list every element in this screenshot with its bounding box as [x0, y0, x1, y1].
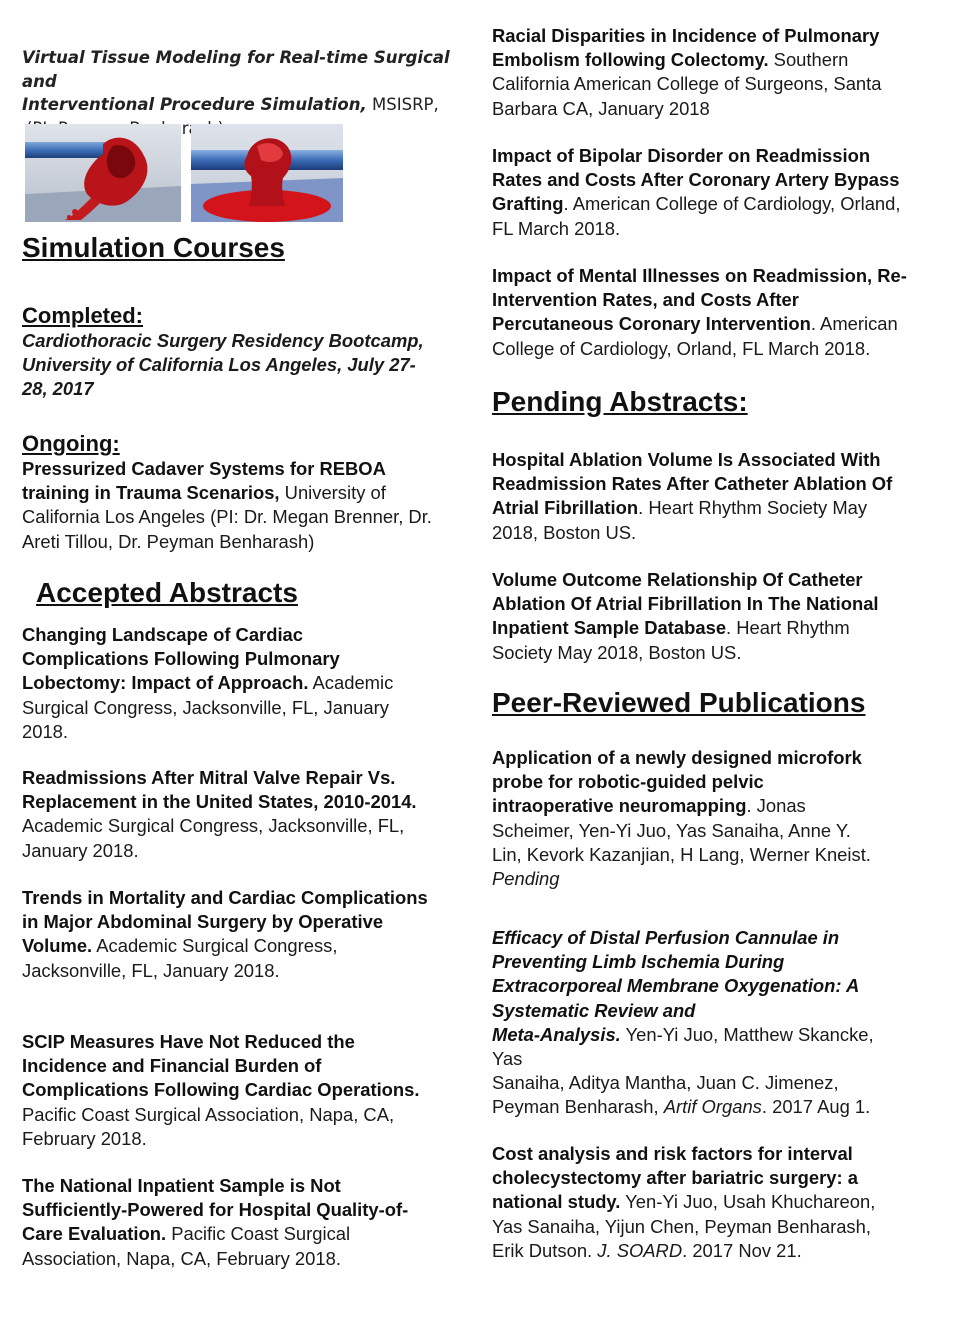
publication-2: Efficacy of Distal Perfusion Cannulae in Preventing Limb Ischemia During Extracorporeal Membrane Oxygenation: A Systematic Review and Meta-Analysis. Yen-Yi Juo, Matthew Skancke, Yas Sanaiha, Aditya Mantha, Juan C. Jimenez, Peyman Benharash, Artif Organs. 2017 Aug 1. — [492, 927, 874, 1118]
simulation-images — [25, 124, 343, 222]
accepted-abstract-6: Racial Disparities in Incidence of Pulmonary Embolism following Colectomy. Southern California American College of Surgeons, Santa Barbara CA, January 2018 — [492, 25, 882, 119]
accepted-abstract-2: Readmissions After Mitral Valve Repair Vs. Replacement in the United States, 2010-2014. Academic Surgical Congress, Jacksonville, FL, January 2018. — [22, 767, 417, 861]
publication-1: Application of a newly designed microfork probe for robotic-guided pelvic intraoperative neuromapping. Jonas Scheimer, Yen-Yi Juo, Yas Sanaiha, Anne Y. Lin, Kevork Kazanjian, H Lang, Werner Kneist. Pending — [492, 747, 871, 890]
simulation-image-1 — [25, 124, 181, 222]
completed-course: Cardiothoracic Surgery Residency Bootcamp, University of California Los Angeles, July 27- 28, 2017 — [22, 330, 424, 400]
simulation-courses-heading: Simulation Courses — [22, 232, 285, 263]
completed-heading: Completed: — [22, 303, 143, 328]
ongoing-course: Pressurized Cadaver Systems for REBOA training in Trauma Scenarios, University of California Los Angeles (PI: Dr. Megan Brenner, Dr. Areti Tillou, Dr. Peyman Benharash) — [22, 458, 432, 552]
ongoing-heading: Ongoing: — [22, 431, 120, 456]
project-title-line-2: Interventional Procedure Simulation, MSISRP, — [22, 95, 439, 114]
pending-abstracts-heading: Pending Abstracts: — [492, 386, 748, 417]
accepted-abstract-3: Trends in Mortality and Cardiac Complications in Major Abdominal Surgery by Operative Volume. Academic Surgical Congress, Jacksonville, FL, January 2018. — [22, 887, 428, 981]
accepted-abstracts-heading: Accepted Abstracts — [36, 577, 298, 608]
pending-abstract-2: Volume Outcome Relationship Of Catheter Ablation Of Atrial Fibrillation In The National Inpatient Sample Database. Heart Rhythm Society May 2018, Boston US. — [492, 569, 879, 663]
publication-3: Cost analysis and risk factors for interval cholecystectomy after bariatric surgery: a national study. Yen-Yi Juo, Usah Khuchareon, Yas Sanaiha, Yijun Chen, Peyman Benharash, Erik Dutson. J. SOARD. 2017 Nov 21. — [492, 1143, 876, 1261]
project-title-line-1: Virtual Tissue Modeling for Real-time Surgical and — [22, 48, 450, 91]
accepted-abstract-4: SCIP Measures Have Not Reduced the Incidence and Financial Burden of Complications Following Cardiac Operations. Pacific Coast Surgical Association, Napa, CA, February 2018. — [22, 1031, 420, 1149]
accepted-abstract-8: Impact of Mental Illnesses on Readmission, Re- Intervention Rates, and Costs After Percutaneous Coronary Intervention. American College of Cardiology, Orland, FL March 2018. — [492, 265, 907, 359]
accepted-abstract-7: Impact of Bipolar Disorder on Readmission Rates and Costs After Coronary Artery Bypass Grafting. American College of Cardiology, Orland, FL March 2018. — [492, 145, 901, 239]
simulation-image-2 — [191, 124, 343, 222]
accepted-abstract-5: The National Inpatient Sample is Not Sufficiently-Powered for Hospital Quality-of- Care Evaluation. Pacific Coast Surgical Association, Napa, CA, February 2018. — [22, 1175, 409, 1269]
pending-abstract-1: Hospital Ablation Volume Is Associated With Readmission Rates After Catheter Ablation Of Atrial Fibrillation. Heart Rhythm Society May 2018, Boston US. — [492, 449, 893, 543]
accepted-abstract-1: Changing Landscape of Cardiac Complications Following Pulmonary Lobectomy: Impact of Approach. Academic Surgical Congress, Jacksonville, FL, January 2018. — [22, 624, 394, 742]
publications-heading: Peer-Reviewed Publications — [492, 687, 866, 718]
